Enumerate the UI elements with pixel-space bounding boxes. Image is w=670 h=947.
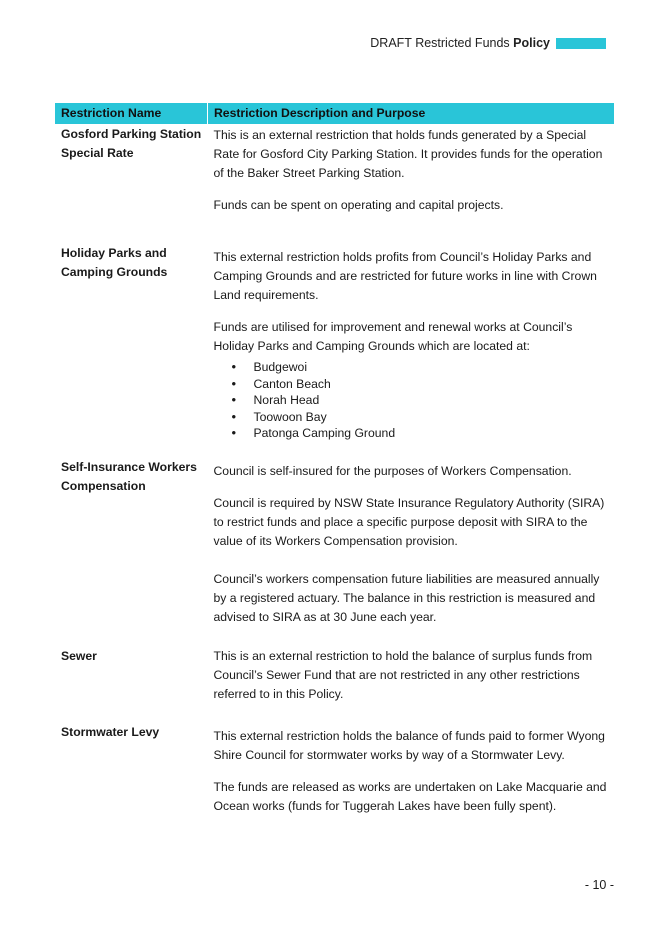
table-row <box>55 640 614 717</box>
restriction-description <box>208 640 615 717</box>
description-paragraph: Council is self-insured for the purposes of Workers Compensation. <box>213 463 572 478</box>
description-paragraph: Council is required by NSW State Insurance Regulatory Authority (SIRA) to restrict funds and place a specific purpose deposit with SIRA to the value of its Workers Compensation provision. <box>213 495 605 548</box>
table-row <box>55 228 614 442</box>
list-item: • Toowoon Bay <box>254 409 609 426</box>
list-item: • Patonga Camping Ground <box>254 425 609 442</box>
description-paragraph: The funds are released as works are undertaken on Lake Macquarie and Ocean works (funds for Tuggerah Lakes have been fully spent). <box>213 779 607 813</box>
restriction-description <box>208 228 615 442</box>
header-accent-bar <box>556 38 606 49</box>
table-row <box>55 442 614 640</box>
table-header-row <box>55 103 614 124</box>
restriction-name: Sewer <box>61 648 97 663</box>
restriction-description <box>208 124 615 228</box>
location-list <box>214 359 609 442</box>
page-number: - 10 - <box>584 878 614 892</box>
restriction-description <box>208 442 615 640</box>
description-paragraph: Funds are utilised for improvement and renewal works at Council’s Holiday Parks and Camping Grounds which are located at: <box>213 320 573 353</box>
description-paragraph: This is an external restriction that holds funds generated by a Special Rate for Gosford City Parking Station. It provides funds for the operation of the Baker Street Parking Station. <box>213 128 603 180</box>
header-title-regular: DRAFT Restricted Funds <box>370 36 510 50</box>
page-header <box>370 36 606 50</box>
header-title <box>370 36 550 50</box>
description-paragraph: Council’s workers compensation future liabilities are measured annually by a registered actuary. The balance in this restriction is measured and advised to SIRA as at 30 June each year. <box>213 571 600 624</box>
table-row <box>55 124 614 228</box>
restriction-name: Holiday Parks and Camping Grounds <box>61 246 168 279</box>
list-item: • Canton Beach <box>254 376 609 393</box>
list-item: • Norah Head <box>254 392 609 409</box>
restriction-name: Gosford Parking Station Special Rate <box>61 127 202 160</box>
header-title-bold: Policy <box>513 36 550 50</box>
description-paragraph: This external restriction holds the balance of funds paid to former Wyong Shire Council for stormwater works by way of a Stormwater Levy. <box>213 728 605 762</box>
restrictions-table <box>55 103 614 829</box>
restriction-name: Stormwater Levy <box>61 724 160 739</box>
list-item: • Budgewoi <box>254 359 609 376</box>
column-header-name: Restriction Name <box>55 103 208 124</box>
description-paragraph: This external restriction holds profits from Council’s Holiday Parks and Camping Grounds and are restricted for future works in line with Crown Land requirements. <box>213 250 597 302</box>
column-header-description: Restriction Description and Purpose <box>208 103 615 124</box>
table-row <box>55 717 614 829</box>
description-paragraph: Funds can be spent on operating and capital projects. <box>213 198 504 212</box>
description-paragraph: This is an external restriction to hold the balance of surplus funds from Council’s Sewer Fund that are not restricted in any other restrictions referred to in this Policy. <box>213 648 593 701</box>
restriction-name: Self-Insurance Workers Compensation <box>61 459 197 493</box>
restriction-description <box>208 717 615 829</box>
